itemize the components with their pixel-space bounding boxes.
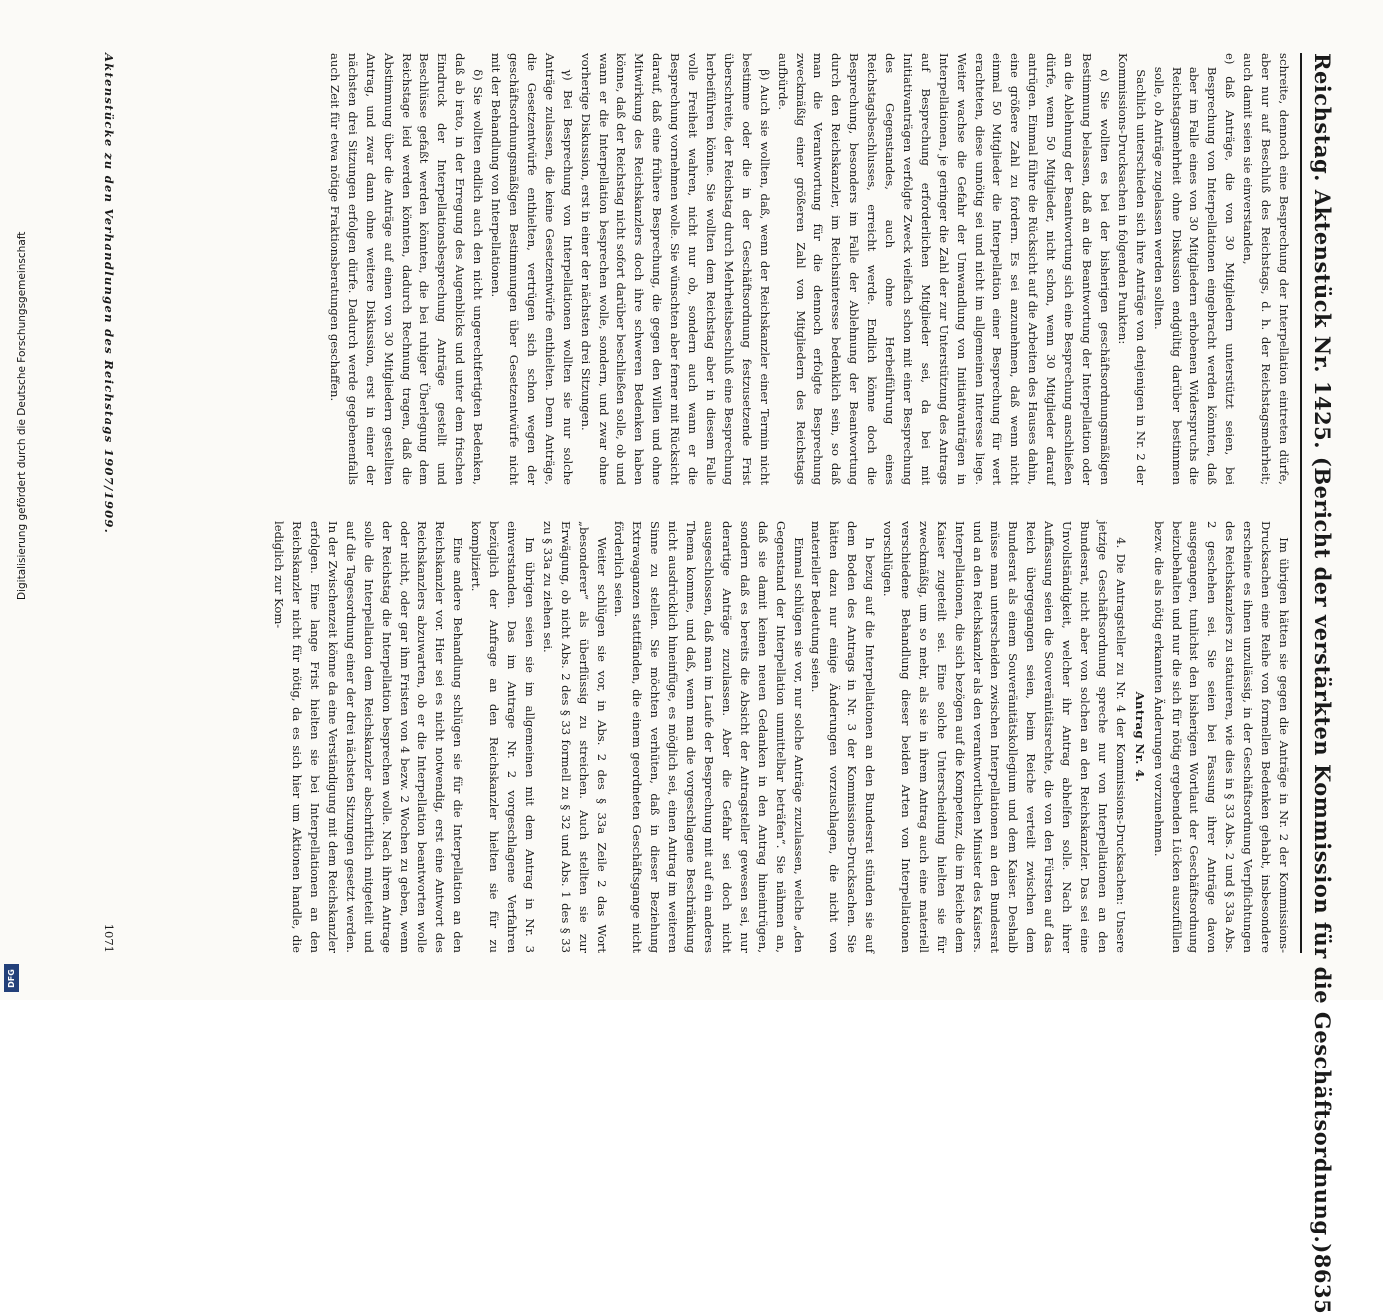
paragraph: Im übrigen hätten sie gegen die Anträge in Nr. 2 der Kommissions-Drucksachen eine Reihe von formellen Bedenken gehabt, insbesondere erscheine es ihnen unzulässig, in der Geschäftsordnung Verpflichtungen des Reichskanzlers zu statuieren, wie dies in § 33 Abs. 2 und § 33a Abs. 2 geschehen sei. Sie seien bei Fassung ihrer Anträge davon ausgegangen, tunlichst den bisherigen Wortlaut der Geschäftsordnung beizubehalten und nur die sich für nötig ergebenden Lücken auszufüllen bezw. die als nötig erkannten Änderungen vorzunehmen. [1151, 521, 1291, 953]
page-title: Reichstag. Aktenstück Nr. 1425. (Bericht der verstärkten Kommission für die Geschäftsordnung.) [1310, 53, 1336, 1254]
paragraph: In bezug auf die Interpellationen an den Bundesrat stünden sie auf dem Boden des Antrags in Nr. 3 der Kommissions-Drucksachen. Sie hätten dazu nur einige Änderungen vorzuschlagen, die nicht von materieller Bedeutung seien. [809, 521, 878, 953]
paragraph: e) daß Anträge, die von 30 Mitgliedern unterstützt seien, bei Besprechung von Interpellationen eingebracht werden könnten, daß aber im Falle eines von 30 Mitgliedern erhobenen Widerspruchs die Reichstagsmehrheit ohne Diskussion endgültig darüber bestimmen solle, ob Anträge zugelassen werden sollten. [1151, 53, 1238, 485]
digitization-note: Digitalisierung gefördert durch die Deutsche Forschungsgemeinschaft [16, 231, 28, 600]
printed-page [100, 53, 1340, 1314]
dfg-logo-text: DFG [7, 968, 17, 988]
paragraph: α) Sie wollten es bei der bisherigen geschäftsordnungsmäßigen Bestimmung belassen, daß an die Beantwortung der Interpellation oder an die Ablehnung der Beantwortung sich eine Besprechung anschließen dürfe, wenn 50 Mitglieder, nicht schon, wenn 30 Mitglieder darauf antrügen. Einmal führe die Rücksicht auf die Arbeiten des Hauses dahin, eine größere Zahl zu fordern. Es sei anzunehmen, daß wenn nicht einmal 50 Mitglieder die Interpellation einer Besprechung für wert erachteten, diese unnötig sei und nicht im allgemeinen Interesse liege. Weiter wachse die Gefahr der Umwandlung von Initiativanträgen in Interpellationen, je geringer die Zahl der zur Unterstützung des Antrags auf Besprechung erforderlichen Mitglieder sei, da bei mit Initiativanträgen verfolgte Zweck vielfach schon mit einer Besprechung des Gegenstandes, auch ohne Herbeiführung eines Reichstagsbeschlusses, erreicht werde. Endlich könne doch die Besprechung, besonders im Falle der Ablehnung der Beantwortung durch den Reichskanzler, im Reichsinteresse bedenklich sein, so daß man die Verantwortung für die dennoch erfolgte Besprechung zweckmäßig einer größeren Zahl von Mitgliedern des Reichstags aufbürde. [775, 53, 1112, 485]
page-header [1306, 53, 1340, 1314]
page-number: 8635 [1310, 1253, 1336, 1314]
dfg-logo-icon [4, 964, 19, 992]
paragraph: Sachlich unterschieden sich ihre Anträge von denjenigen in Nr. 2 der Kommissions-Drucksachen in folgenden Punkten: [1115, 53, 1148, 485]
paragraph: Weiter schlügen sie vor, in Abs. 2 des § 33a Zeile 2 das Wort „besonderer“ als überflüssig zu streichen. Auch stellten sie zur Erwägung, ob nicht Abs. 2 des § 33 formell zu § 32 und Abs. 1 des § 33 zu § 33a zu ziehen sei. [540, 521, 609, 953]
paragraph: γ) Bei Besprechung von Interpellationen wollten sie nur solche Anträge zulassen, die keine Gesetzentwürfe enthielten. Denn Anträge, die Gesetzentwürfe enthielten, vertrügen sich schon wegen der geschäftsordnungsmäßigen Bestimmungen über Gesetzentwürfe nicht mit der Behandlung von Interpellationen. [489, 53, 575, 485]
digitization-strip [0, 0, 28, 1000]
paragraph: schreite, dennoch eine Besprechung der Interpellation eintreten dürfe, aber nur auf Beschluß des Reichstags, d. h. der Reichstagsmehrheit; auch damit seien sie einverstanden, [1241, 53, 1291, 485]
footer-source: Aktenstücke zu den Verhandlungen des Reichstags 1907/1909. [102, 53, 116, 535]
sheet-number: 1071 [102, 923, 116, 953]
paragraph: β) Auch sie wollten, daß, wenn der Reichskanzler einer Termin nicht bestimme oder die in der Geschäftsordnung festzusetzende Frist überschreite, der Reichstag durch Mehrheitsbeschluß eine Besprechung herbeiführen könne. Sie wollten dem Reichstag aber in diesem Falle volle Freiheit wahren, nicht nur ob, sondern auch wann er die Besprechung vornehmen wolle. Sie wünschten aber ferner mit Rücksicht darauf, daß eine frühere Besprechung, die gegen den Willen und ohne Mitwirkung des Reichskanzlers doch ihre schweren Bedenken haben könne, daß der Reichstag nicht sofort darüber beschließen solle, ob und wann er die Interpellation besprechen wolle, sondern, und zwar ohne vorherige Diskussion, erst in einer der nächsten drei Sitzungen. [578, 53, 772, 485]
paragraph: Eine andere Behandlung schlügen sie für die Interpellation an den Reichskanzler vor. Hier sei es nicht notwendig, erst eine Antwort des Reichskanzlers abzuwarten, ob er die Interpellation beantworten wolle oder nicht, oder gar ihm Fristen von 4 bezw. 2 Wochen zu geben, wenn der Reichstag die Interpellation besprechen wolle. Nach ihrem Antrage solle die Interpellation dem Reichskanzler abschriftlich mitgeteilt und auf die Tagesordnung einer der drei nächsten Sitzungen gesetzt werden. In der Zwischenzeit könne da eine Verständigung mit dem Reichskanzler erfolgen. Eine lange Frist hielten sie bei Interpellationen an den Reichskanzler nicht für nötig, da es sich hier um Aktionen handle, die lediglich zur Kom- [272, 521, 466, 953]
page-footer [100, 53, 118, 953]
paragraph: Im übrigen seien sie im allgemeinen mit dem Antrag in Nr. 3 einverstanden. Das im Antrage Nr. 2 vorgeschlagene Verfahren bezüglich der Anfrage an den Reichskanzler hielten sie für zu kompliziert. [469, 521, 537, 953]
left-column [122, 53, 1292, 485]
header-rule [1300, 53, 1302, 953]
paragraph: Einmal schlügen sie vor, nur solche Anträge zuzulassen, welche „den Gegenstand der Interpellation unmittelbar beträfen“. Sie nähmen an, daß sie damit keinen neuen Gedanken in den Antrag hineintrügen, sondern daß es bereits die Absicht der Antragsteller gewesen sei, nur derartige Anträge zuzulassen. Aber die Gefahr sei doch nicht ausgeschlossen, daß man im Laufe der Besprechung mit auf ein anderes Thema komme, und daß, wenn man die vorgeschlagene Beschränkung nicht ausdrücklich hineinfüge, es möglich sei, einen Antrag im weiteren Sinne zu stellen. Sie möchten verhüten, daß in dieser Beziehung Extravaganzen stattfänden, die einem geordneten Geschäftsgange nicht förderlich seien. [612, 521, 806, 953]
right-column [122, 521, 1292, 953]
paragraph: 4. Die Antragsteller zu Nr. 4 der Kommissions-Drucksachen: Unsere jetzige Geschäftsordnung spreche nur von Interpellationen an den Bundesrat, nicht aber von solchen an den Reichskanzler. Das sei eine Unvollständigkeit, welcher ihr Antrag abhelfen solle. Nach ihrer Auffassung seien die Souveränitätsrechte, die von den Fürsten auf das Reich übergegangen seien, beim Reiche verteilt zwischen dem Bundesrat als einem Souveränitätskollegium und dem Kaiser. Deshalb müsse man unterscheiden zwischen Interpellationen an den Bundesrat und an den Reichskanzler als den verantwortlichen Minister des Kaisers. Interpellationen, die sich bezögen auf die Kompetenz, die im Reiche dem Kaiser zugeteilt sei. Eine solche Unterscheidung hielten sie für zweckmäßig, um so mehr, als sie in ihrem Antrag auch eine materiell verschiedene Behandlung dieser beiden Arten von Interpellationen vorschlügen. [881, 521, 1128, 953]
section-label: Antrag Nr. 4. [1132, 691, 1147, 783]
paragraph: δ) Sie wollten endlich auch den nicht ungerechtfertigten Bedenken, daß ab irato, in der Erregung des Augenblicks und unter dem frischen Eindruck der Interpellationsbesprechung Anträge gestellt und Beschlüsse gefaßt werden könnten, die bei ruhiger Überlegung dem Reichstage leid werden könnten, dadurch Rechnung tragen, daß die Abstimmung über die Anträge auf einen von 30 Mitgliedern gestellten Antrag, und zwar dann ohne weitere Diskussion, erst in einer der nächsten drei Sitzungen erfolgen dürfe. Dadurch werde gegebenenfalls auch Zeit für etwa nötige Fraktionsberatungen geschaffen. [327, 53, 486, 485]
